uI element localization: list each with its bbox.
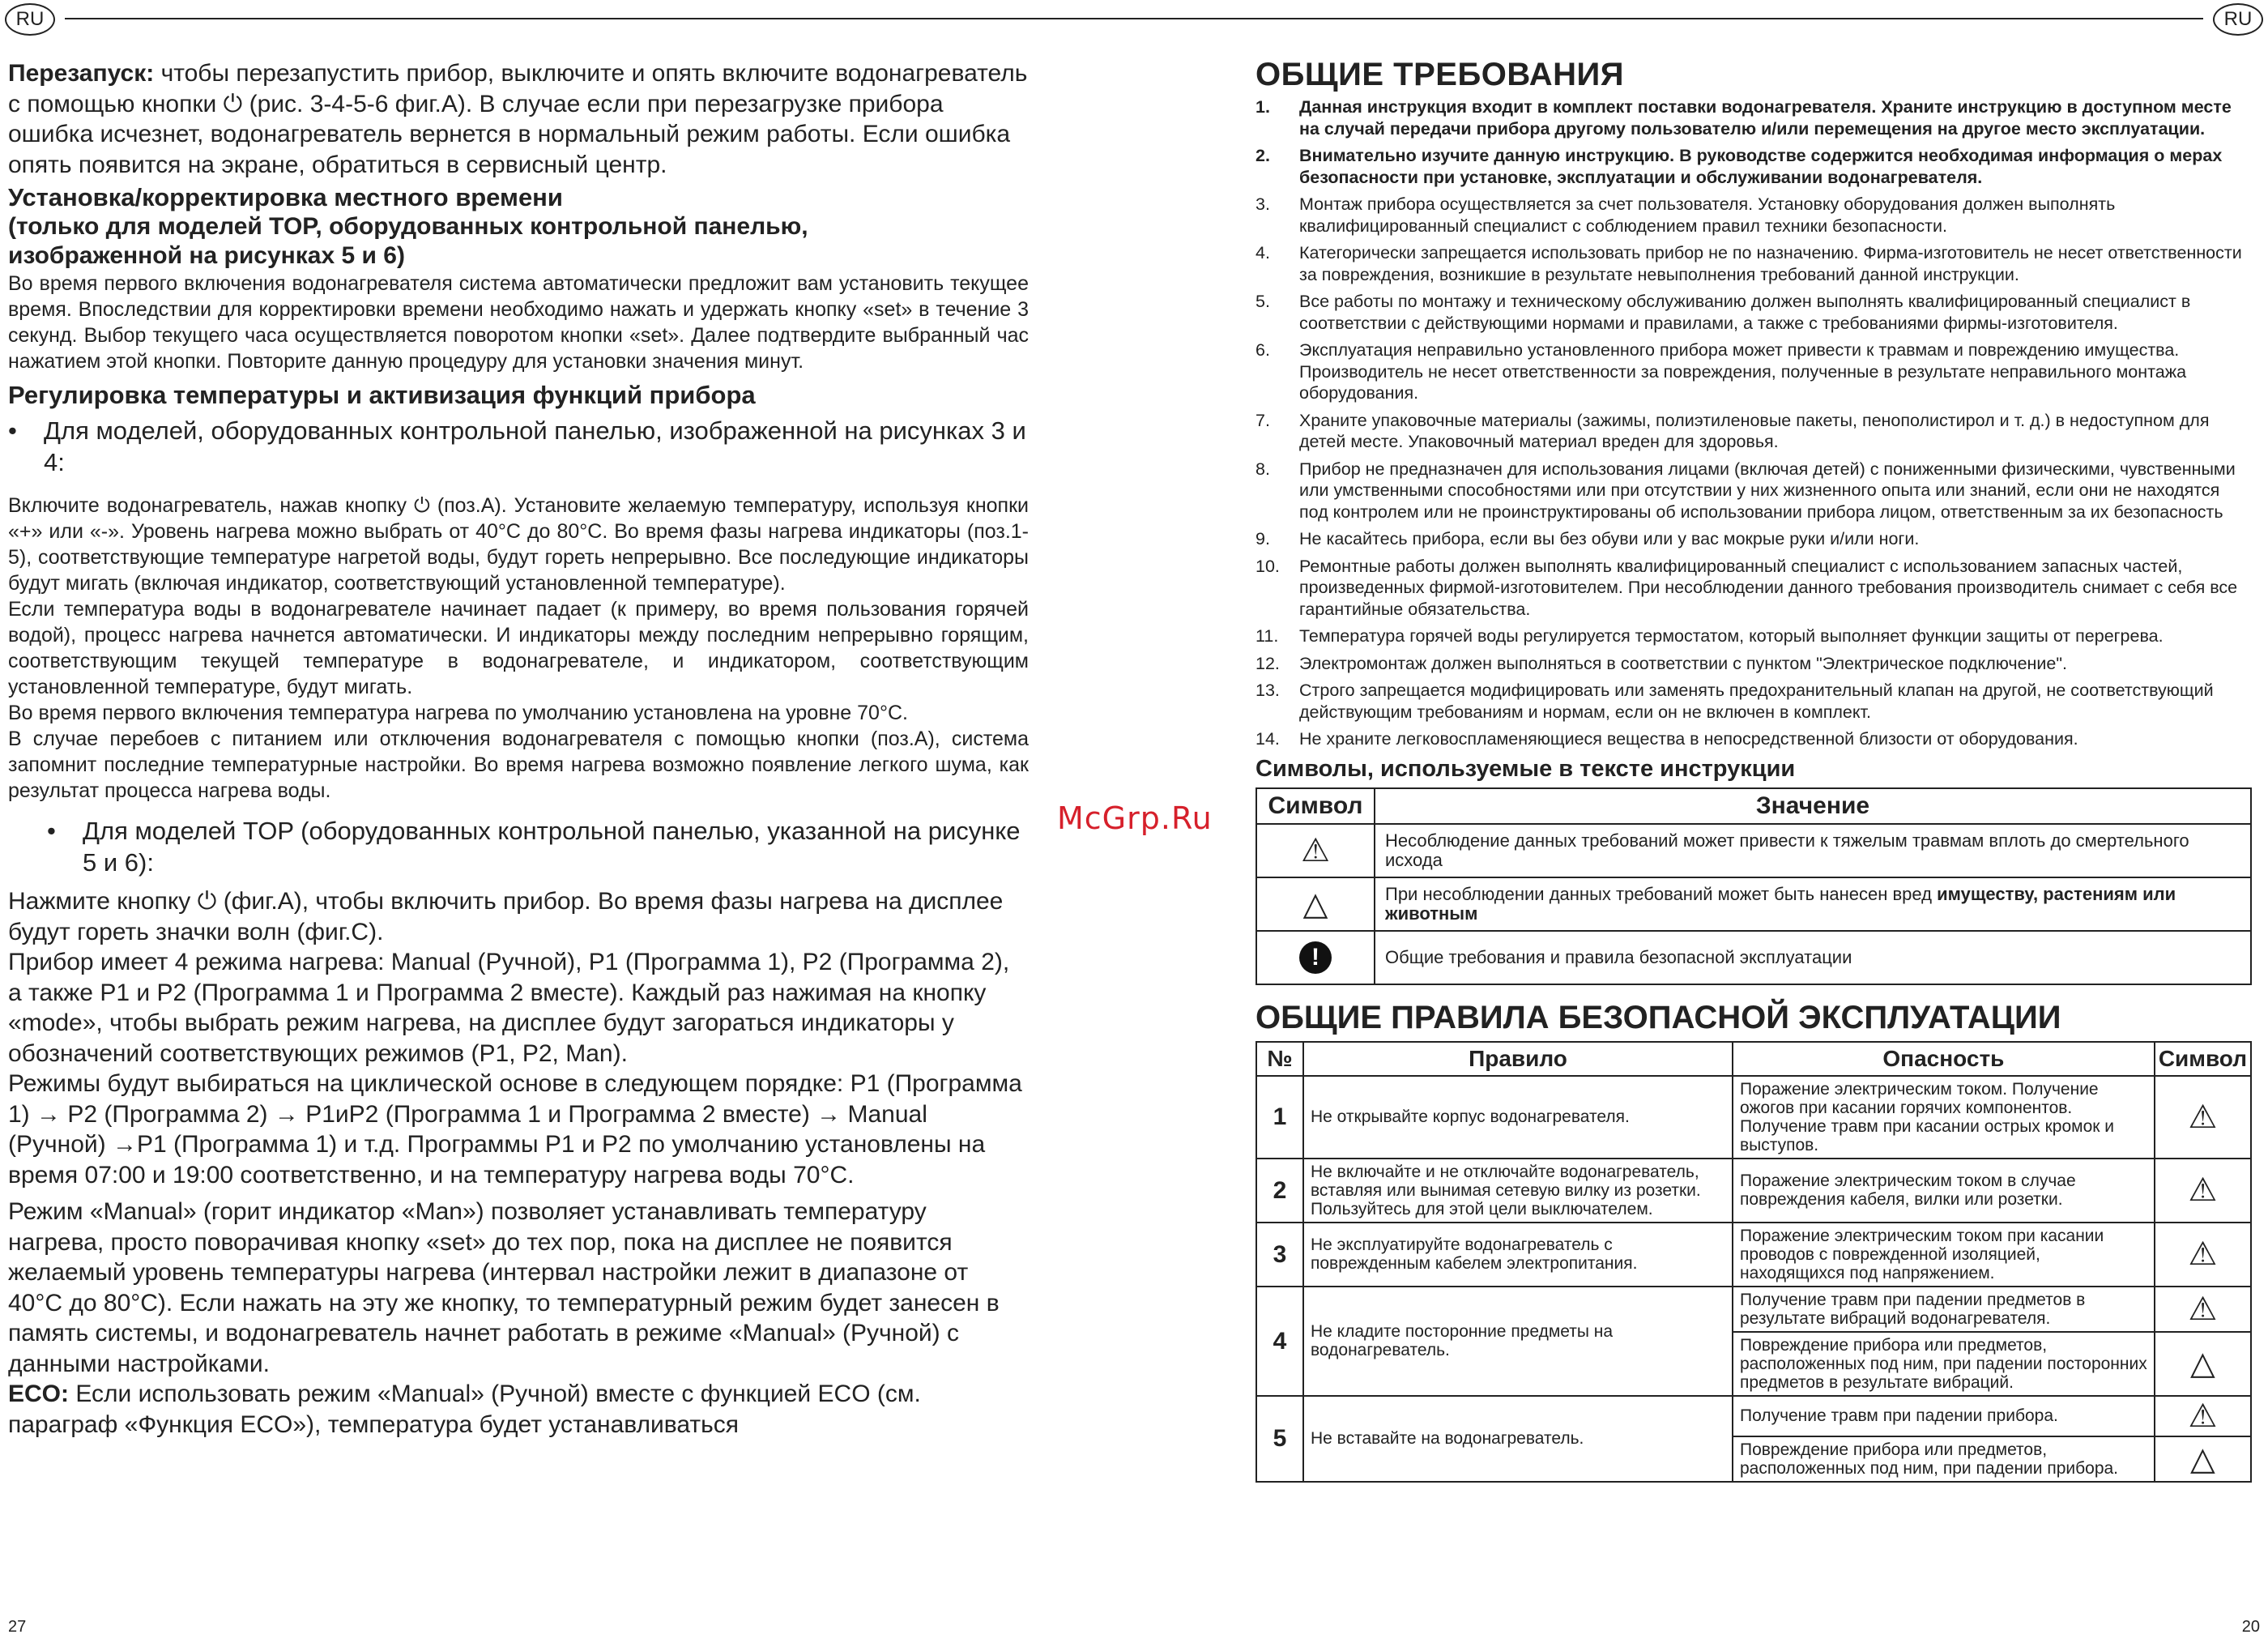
safety-danger: Поражение электрическим током при касании проводов с поврежденной изоляцией, находящихся под напряжением. — [1733, 1223, 2155, 1287]
requirement-text: Категорически запрещается использовать прибор не по назначению. Фирма-изготовитель не несет ответственности за повреждения, возникшие в результате невыполнения требований данной инструкции. — [1299, 243, 2242, 284]
right-column — [1256, 57, 2252, 1483]
requirement-number: 7. — [1256, 410, 1270, 430]
requirement-item — [1256, 459, 2252, 523]
requirement-item — [1256, 194, 2252, 237]
safety-header-no: № — [1256, 1042, 1303, 1076]
warning-triangle-filled-icon: ⚠ — [2188, 1099, 2218, 1135]
para-default-temp: Во время первого включения температура нагрева по умолчанию установлена на уровне 70°C. — [8, 702, 908, 724]
bullet-top-models: • Для моделей TOP (оборудованных контрольной панелью, указанной на рисунке 5 и 6): — [47, 817, 1021, 877]
safety-rule: Не эксплуатируйте водонагреватель с поврежденным кабелем электропитания. — [1303, 1223, 1733, 1287]
requirement-item — [1256, 410, 2252, 453]
requirement-text: Прибор не предназначен для использования лицами (включая детей) с пониженными физическими, чувственными или умственными способностями или при отсутствии у них жизненного опыта или знаний, если они не находятся под контролем или не проинструктированы об использовании прибора лицом, ответственным за их безопасность — [1299, 459, 2236, 522]
requirement-item — [1256, 291, 2252, 334]
safety-number: 3 — [1256, 1223, 1303, 1287]
requirement-item — [1256, 528, 2252, 550]
symbol-meaning — [1375, 877, 2251, 931]
requirement-item — [1256, 556, 2252, 621]
requirement-number: 2. — [1256, 146, 1270, 165]
safety-row — [1256, 1076, 2251, 1159]
para-temp-drop: Если температура воды в водонагревателе начинает падает (к примеру, во время пользования горячей водой), процесс нагрева начнется автоматически. И индикаторы между последним непрерывно горящим, соответствующим текущей температуре в водонагревателе, и индикатором, соответствующим установленной температуре, будут мигать. — [8, 598, 1029, 698]
requirement-number: 11. — [1256, 626, 1279, 646]
symbol-meaning: Общие требования и правила безопасной эксплуатации — [1375, 931, 2251, 984]
safety-rule: Не вставайте на водонагреватель. — [1303, 1396, 1733, 1482]
safety-symbol — [2155, 1287, 2251, 1332]
page-number-right: 20 — [2241, 1618, 2260, 1636]
symbol-cell — [1256, 931, 1375, 984]
warning-triangle-outline-icon: △ — [1302, 886, 1328, 922]
language-badge-right: RU — [2213, 3, 2263, 36]
requirement-number: 3. — [1256, 194, 1270, 214]
eco-label: ECO: — [8, 1381, 69, 1407]
requirement-item — [1256, 680, 2252, 723]
requirement-number: 10. — [1256, 556, 1280, 576]
bullet-text: Для моделей, оборудованных контрольной панелью, изображенной на рисунках 3 и 4: — [44, 416, 1026, 476]
requirement-item — [1256, 242, 2252, 285]
safety-row — [1256, 1396, 2251, 1436]
time-heading: Установка/корректировка местного времени — [8, 183, 563, 211]
warning-triangle-filled-icon: ⚠ — [1301, 832, 1330, 868]
safety-rule: Не открывайте корпус водонагревателя. — [1303, 1076, 1733, 1159]
requirement-number: 8. — [1256, 459, 1270, 479]
para-eco — [8, 1379, 1029, 1440]
temp-heading: Регулировка температуры и активизация функций прибора — [8, 381, 756, 409]
para-manual: Режим «Manual» (горит индикатор «Man») позволяет устанавливать температуру нагрева, просто поворачивая кнопку «set» до тех пор, пока на дисплее не появится желаемый уровень температуры нагрева (интервал настройки лежит в диапазоне от 40°C до 80°C). Если нажать на эту же кнопку, то температурный режим будет занесен в память системы, и водонагреватель начнет работать в режиме «Manual» (Ручной) с данными настройками. — [8, 1198, 1000, 1377]
requirement-number: 4. — [1256, 243, 1270, 262]
safety-header-rule: Правило — [1303, 1042, 1733, 1076]
warning-triangle-filled-icon: ⚠ — [2188, 1172, 2218, 1208]
eco-text: Если использовать режим «Manual» (Ручной) вместе с функцией ECO (см. параграф «Функция ECO»), температура будет устанавливаться — [8, 1381, 921, 1438]
para-cycle: Режимы будут выбираться на циклической основе в следующем порядке: P1 (Программа 1) → P2 (Программа 2) → P1иP2 (Программа 1 и Программа 2 вместе) → Manual (Ручной) →P1 (Программа 1) и т.д. Программы P1 и P2 по умолчанию установлены на время 07:00 и 19:00 соответственно, и на температуру нагрева воды 70°C. — [8, 1070, 1022, 1189]
bullet-text: Для моделей TOP (оборудованных контрольной панелью, указанной на рисунке 5 и 6): — [83, 817, 1021, 877]
safety-danger: Поражение электрическим током. Получение ожогов при касании горячих компонентов. Получение травм при касании острых кромок и выступов. — [1733, 1076, 2155, 1159]
requirement-item — [1256, 339, 2252, 404]
safety-number: 5 — [1256, 1396, 1303, 1482]
requirements-title: ОБЩИЕ ТРЕБОВАНИЯ — [1256, 57, 1624, 92]
requirement-number: 14. — [1256, 729, 1280, 749]
safety-danger: Повреждение прибора или предметов, расположенных под ним, при падении прибора. — [1733, 1436, 2155, 1482]
requirement-number: 13. — [1256, 681, 1280, 700]
requirement-text: Не касайтесь прибора, если вы без обуви или у вас мокрые руки и/или ноги. — [1299, 529, 1920, 548]
requirement-item — [1256, 653, 2252, 675]
requirements-list — [1256, 96, 2252, 750]
time-text: Во время первого включения водонагревателя система автоматически предложит вам установить текущее время. Впоследствии для корректировки времени необходимо нажать и удержать кнопку «set» в течение 3 секунд. Выбор текущего часа осуществляется поворотом кнопки «set». Далее подтвердите выбранный час нажатием этой кнопки. Повторите данную процедуру для установки значения минут. — [8, 272, 1029, 373]
safety-danger: Повреждение прибора или предметов, расположенных под ним, при падении посторонних предметов в результате вибраций. — [1733, 1332, 2155, 1396]
requirement-number: 1. — [1256, 97, 1270, 117]
warning-triangle-filled-icon: ⚠ — [2188, 1398, 2218, 1434]
requirement-text: Данная инструкция входит в комплект поставки водонагревателя. Храните инструкцию в доступном месте на случай передачи прибора другому пользователю и/или перемещения на другое место эксплуатации. — [1299, 97, 2232, 139]
safety-danger: Получение травм при падении прибора. — [1733, 1396, 2155, 1436]
safety-symbol — [2155, 1223, 2251, 1287]
requirement-text: Температура горячей воды регулируется термостатом, который выполняет функции защиты от перегрева. — [1299, 626, 2164, 646]
warning-triangle-filled-icon: ⚠ — [2188, 1236, 2218, 1272]
requirement-text: Эксплуатация неправильно установленного прибора может привести к травмам и повреждению имущества. Производитель не несет ответственности за повреждения, полученные в результате неправильного монтажа оборудования. — [1299, 340, 2187, 403]
safety-danger: Поражение электрическим током в случае повреждения кабеля, вилки или розетки. — [1733, 1159, 2155, 1223]
symbol-meaning-plain: При несоблюдении данных требований может быть нанесен вред — [1385, 883, 1938, 904]
requirement-number: 12. — [1256, 653, 1280, 673]
symbol-cell — [1256, 877, 1375, 931]
safety-row — [1256, 1223, 2251, 1287]
symbol-row — [1256, 877, 2251, 931]
safety-symbol — [2155, 1436, 2251, 1482]
para-power-loss: В случае перебоев с питанием или отключения водонагревателя с помощью кнопки (поз.А), система запомнит последние температурные настройки. Во время нагрева возможно появление легкого шума, как результат процесса нагрева воды. — [8, 728, 1029, 802]
para-press-button: Нажмите кнопку ⏻ (фиг.А), чтобы включить прибор. Во время фазы нагрева на дисплее будут гореть значки волн (фиг.С). — [8, 888, 1004, 945]
safety-rule: Не включайте и не отключайте водонагреватель, вставляя или вынимая сетевую вилку из розетки. Пользуйтесь для этой цели выключателем. — [1303, 1159, 1733, 1223]
symbol-meaning-bold: имуществу, растениям или животным — [1385, 883, 2176, 924]
safety-rule: Не кладите посторонние предметы на водонагреватель. — [1303, 1287, 1733, 1396]
header-rule — [65, 18, 2203, 19]
requirement-item — [1256, 728, 2252, 750]
bullet-models-3-4: • Для моделей, оборудованных контрольной панелью, изображенной на рисунках 3 и 4: — [8, 416, 1026, 476]
safety-row — [1256, 1287, 2251, 1332]
safety-header-row — [1256, 1042, 2251, 1076]
requirement-text: Электромонтаж должен выполняться в соответствии с пунктом "Электрическое подключение". — [1299, 653, 2067, 673]
safety-symbol — [2155, 1396, 2251, 1436]
safety-symbol — [2155, 1332, 2251, 1396]
requirement-text: Не храните легковоспламеняющиеся вещества в непосредственной близости от оборудования. — [1299, 729, 2078, 749]
requirement-item — [1256, 145, 2252, 188]
para-switch-on: Включите водонагреватель, нажав кнопку ⏻ (поз.А). Установите желаемую температуру, используя кнопки «+» или «-». Уровень нагрева можно выбрать от 40°C до 80°C. Во время фазы нагрева индикаторы (поз.1-5), соответствующие температуре нагретой воды, будут гореть непрерывно. Все последующие индикаторы будут мигать (включая индикатор, соответствующий установленной температуре). — [8, 494, 1029, 595]
requirement-item — [1256, 625, 2252, 647]
exclamation-circle-icon: ! — [1299, 941, 1332, 974]
safety-symbol — [2155, 1076, 2251, 1159]
requirement-item — [1256, 96, 2252, 139]
symbols-header-row — [1256, 788, 2251, 824]
watermark: McGrp.Ru — [1057, 800, 1213, 836]
time-subheading-2: изображенной на рисунках 5 и 6) — [8, 242, 405, 269]
requirement-text: Монтаж прибора осуществляется за счет пользователя. Установку оборудования должен выполнять квалифицированный специалист с соблюдением правил техники безопасности. — [1299, 194, 2116, 236]
symbol-meaning: Несоблюдение данных требований может привести к тяжелым травмам вплоть до смертельного исхода — [1375, 824, 2251, 877]
safety-number: 1 — [1256, 1076, 1303, 1159]
safety-row — [1256, 1159, 2251, 1223]
safety-title: ОБЩИЕ ПРАВИЛА БЕЗОПАСНОЙ ЭКСПЛУАТАЦИИ — [1256, 999, 2061, 1035]
warning-triangle-outline-icon: △ — [2190, 1440, 2215, 1477]
requirement-text: Все работы по монтажу и техническому обслуживанию должен выполнять квалифицированный специалист в соответствии с действующими нормами и правилами, а также с требованиями фирмы-изготовителя. — [1299, 292, 2191, 333]
symbols-title: Символы, используемые в тексте инструкции — [1256, 755, 1796, 782]
warning-triangle-filled-icon: ⚠ — [2188, 1291, 2218, 1327]
symbols-header-meaning: Значение — [1375, 788, 2251, 824]
symbols-table — [1256, 787, 2252, 985]
safety-header-symbol: Символ — [2155, 1042, 2251, 1076]
requirement-number: 5. — [1256, 292, 1270, 311]
requirement-text: Храните упаковочные материалы (зажимы, полиэтиленовые пакеты, пенополистирол и т. д.) в недоступном для детей месте. Упаковочный материал вреден для здоровья. — [1299, 410, 2210, 451]
safety-symbol — [2155, 1159, 2251, 1223]
time-subheading-1: (только для моделей TOP, оборудованных контрольной панелью, — [8, 213, 808, 240]
safety-number: 4 — [1256, 1287, 1303, 1396]
requirement-number: 6. — [1256, 340, 1270, 360]
symbol-row — [1256, 824, 2251, 877]
restart-paragraph — [8, 58, 1029, 180]
page-number-left: 27 — [8, 1618, 27, 1636]
left-column — [8, 58, 1029, 1440]
restart-label: Перезапуск: — [8, 60, 155, 87]
requirement-text: Строго запрещается модифицировать или заменять предохранительный клапан на другой, не соответствующий действующим требованиям и нормам, если он не включен в комплект. — [1299, 681, 2214, 722]
symbol-cell — [1256, 824, 1375, 877]
requirement-number: 9. — [1256, 529, 1270, 548]
safety-table — [1256, 1041, 2252, 1483]
restart-text: чтобы перезапустить прибор, выключите и опять включите водонагреватель с помощью кнопки ⏻ (рис. 3-4-5-6 фиг.А). В случае если при перезагрузке прибора ошибка исчезнет, водонагреватель вернется в нормальный режим работы. Если ошибка опять появится на экране, обратиться в сервисный центр. — [8, 60, 1028, 178]
safety-number: 2 — [1256, 1159, 1303, 1223]
requirement-text: Ремонтные работы должен выполнять квалифицированный специалист с использованием запасных частей, произведенных фирмой-изготовителем. При несоблюдении данного требования производитель снимает с себя все гарантийные обязательства. — [1299, 556, 2238, 619]
language-badge-left: RU — [5, 3, 55, 36]
symbols-header-symbol: Символ — [1256, 788, 1375, 824]
para-modes: Прибор имеет 4 режима нагрева: Manual (Ручной), P1 (Программа 1), P2 (Программа 2), а также P1 и P2 (Программа 1 и Программа 2 вместе). Каждый раз нажимая на кнопку «mode», чтобы выбрать режим нагрева, на дисплее будут загораться индикаторы у обозначений соответствующих режимов (P1, P2, Man). — [8, 949, 1010, 1067]
symbol-row — [1256, 931, 2251, 984]
safety-header-danger: Опасность — [1733, 1042, 2155, 1076]
safety-danger: Получение травм при падении предметов в результате вибраций водонагревателя. — [1733, 1287, 2155, 1332]
requirement-text: Внимательно изучите данную инструкцию. В руководстве содержится необходимая информация о мерах безопасности при установке, эксплуатации и обслуживании водонагревателя. — [1299, 146, 2223, 187]
warning-triangle-outline-icon: △ — [2190, 1346, 2215, 1381]
